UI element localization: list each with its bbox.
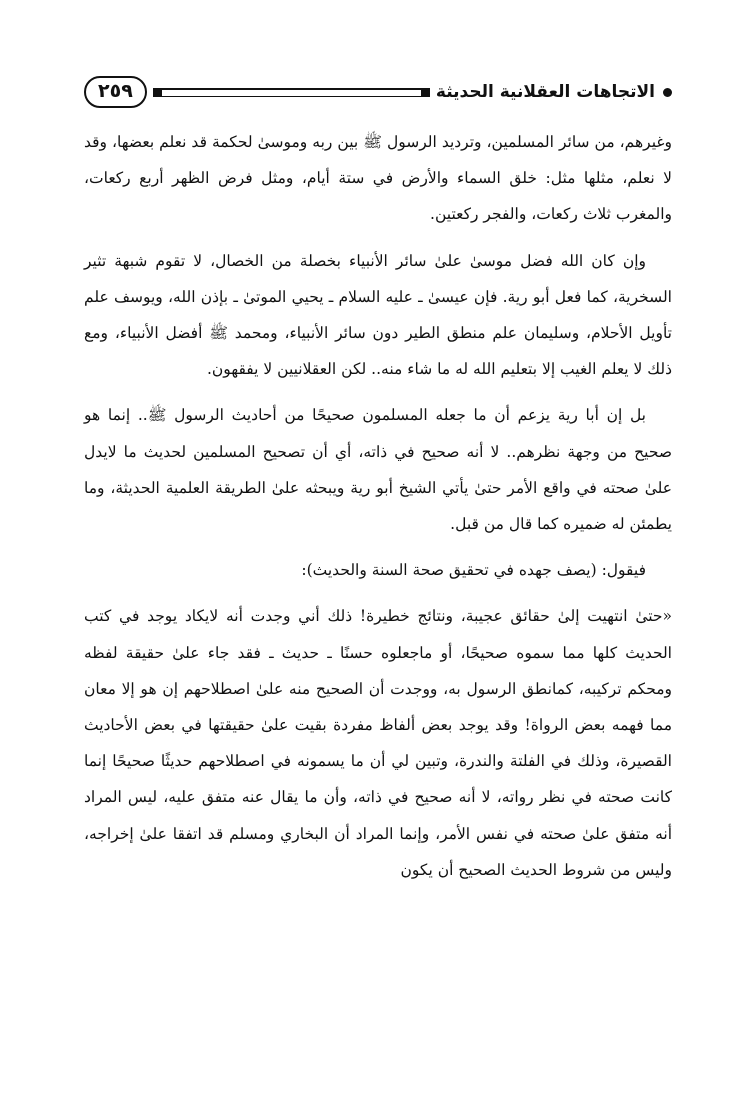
page-body	[84, 124, 672, 888]
paragraph: وإن كان الله فضل موسىٰ علىٰ سائر الأنبياء بخصلة من الخصال، لا تقوم شبهة تثير السخرية، كما فعل أبو رية. فإن عيسىٰ ـ عليه السلام ـ يحيي الموتىٰ ـ بإذن الله، ويوسف علم تأويل الأحلام، وسليمان علم منطق الطير دون سائر الأنبياء، ومحمد ﷺ أفضل الأنبياء، ومع ذلك لا يعلم الغيب إلا بتعليم الله له ما شاء منه.. لكن العقلانيين لا يفقهون.	[84, 251, 672, 379]
running-header	[84, 72, 672, 112]
paragraph: فيقول: (يصف جهده في تحقيق صحة السنة والحديث):	[301, 561, 646, 580]
paragraph: وغيرهم، من سائر المسلمين، وترديد الرسول ﷺ بين ربه وموسىٰ لحكمة قد نعلم بعضها، وقد لا نعلم، مثلها مثل: خلق السماء والأرض في ستة أيام، ومثل فرض الظهر أربع ركعات، والمغرب ثلاث ركعات، والفجر ركعتين.	[84, 133, 672, 224]
bullet-icon	[663, 88, 672, 97]
rule-square-icon	[153, 88, 162, 97]
paragraph: بل إن أبا رية يزعم أن ما جعله المسلمون صحيحًا من أحاديث الرسول ﷺ.. إنما هو صحيح من وجهة نظرهم.. لا أنه صحيح في ذاته، أي أن تصحيح المسلمين لحديث ما لايدل علىٰ صحته في واقع الأمر حتىٰ يأتي الشيخ أبو رية ويبحثه علىٰ الطريقة العلمية الحديثة، وما يطمئن له ضميره كما قال من قبل.	[84, 406, 672, 534]
page-number: ٢٥٩	[84, 76, 147, 108]
quoted-paragraph: «حتىٰ انتهيت إلىٰ حقائق عجيبة، ونتائج خطيرة! ذلك أني وجدت أنه لايكاد يوجد في كتب الحديث كلها مما سموه صحيحًا، أو ماجعلوه حسنًا ـ حديث ـ فقد جاء علىٰ حقيقة لفظه ومحكم تركيبه، كمانطق الرسول به، ووجدت أن الصحيح منه علىٰ اصطلاحهم إن هو إلا معان مما فهمه بعض الرواة! وقد يوجد بعض ألفاظ مفردة بقيت علىٰ حقيقتها في بعض الأحاديث القصيرة، وذلك في الفلتة والندرة، وتبين لي أن ما يسمونه في اصطلاحهم حديثًا صحيحًا إنما كانت صحته في نظر رواته، لا أنه صحيح في ذاته، وأن ما يقال عنه متفق عليه، ليس المراد أنه متفق علىٰ صحته في نفس الأمر، وإنما المراد أن البخاري ومسلم قد اتفقا علىٰ إخراجه، وليس من شروط الحديث الصحيح أن يكون	[84, 607, 672, 879]
rule-lines	[162, 88, 421, 97]
chapter-title: الاتجاهات العقلانية الحديثة	[435, 82, 655, 102]
header-rule	[153, 88, 430, 97]
rule-square-icon	[421, 88, 430, 97]
